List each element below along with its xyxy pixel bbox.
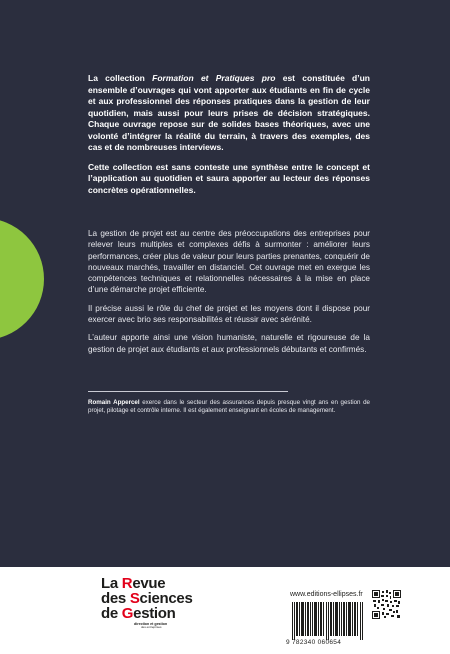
isbn-number: 9 782340 060654 [286, 639, 342, 646]
book-description [88, 228, 370, 362]
logo-initial: S [129, 590, 140, 607]
green-circle-decoration [0, 218, 44, 340]
author-vision-paragraph: L’auteur apporte ainsi une vision humaniste, naturelle et rigoureuse de la gestion de projet aux étudiants et aux professionnels débutants et confirmés. [88, 333, 370, 354]
collection-paragraph [88, 73, 370, 154]
logo-initial: G [121, 605, 134, 622]
logo-text: evue [132, 575, 166, 592]
book-summary-paragraph: La gestion de projet est au centre des préoccupations des entreprises pour relever leurs multiples et complexes défis à surmonter : améliorer leurs performances, créer plus de valeur pour leurs parties prenantes, conquérir de nouveaux marchés, travailler en distanciel. Cet ouvrage met en exergue les compétences techniques et relationnelles nécessaires à la mise en place d’une démarche projet efficiente. [88, 229, 370, 295]
qr-code-icon [372, 590, 401, 619]
logo-text: La [101, 575, 122, 592]
footer-band [0, 567, 450, 654]
collection-name: Formation et Pratiques pro [152, 73, 276, 83]
barcode-icon [290, 602, 368, 640]
collection-intro-rest: est constituée d’un ensemble d’ouvrages qui vont apporter aux étudiants en fin de cycle et aux professionnel des réponses pratiques dans la gestion de leur quotidien, mais aussi pour leurs prises de décision stratégiques. Chaque ouvrage repose sur de solides bases théoriques, avec une volonté d’intégrer la réalité du terrain, à travers des exemples, des cas et de nombreuses interviews. [88, 73, 370, 152]
logo-text: de [101, 605, 122, 622]
author-bio [88, 399, 370, 416]
divider-line [88, 391, 288, 392]
logo-tagline: direction et gestion [134, 622, 168, 626]
logo-tagline-2: des entreprises [141, 625, 162, 629]
collection-description [88, 73, 370, 204]
author-name: Romain Appercel [88, 399, 140, 406]
logo-text: estion [133, 605, 176, 622]
publisher-url[interactable]: www.editions-ellipses.fr [290, 591, 363, 598]
logo-line-1 [101, 576, 211, 591]
revue-sciences-gestion-logo [101, 576, 211, 630]
logo-line-3 [101, 606, 211, 621]
logo-text: ciences [139, 590, 193, 607]
collection-synthesis-paragraph: Cette collection est sans conteste une synthèse entre le concept et l’application au quotidien et saura apporter au lecteur des réponses concrètes opérationnelles. [88, 161, 370, 195]
project-manager-paragraph: Il précise aussi le rôle du chef de projet et les moyens dont il dispose pour exercer avec brio ses responsabilités et réussir avec sérénité. [88, 303, 370, 325]
collection-intro: La collection [88, 73, 153, 83]
author-bio-text: exerce dans le secteur des assurances depuis presque vingt ans en gestion de projet, pilotage et contrôle interne. Il est également enseignant en écoles de management. [88, 399, 370, 415]
logo-text: des [101, 590, 130, 607]
logo-line-2 [101, 591, 211, 606]
logo-initial: R [121, 575, 133, 592]
